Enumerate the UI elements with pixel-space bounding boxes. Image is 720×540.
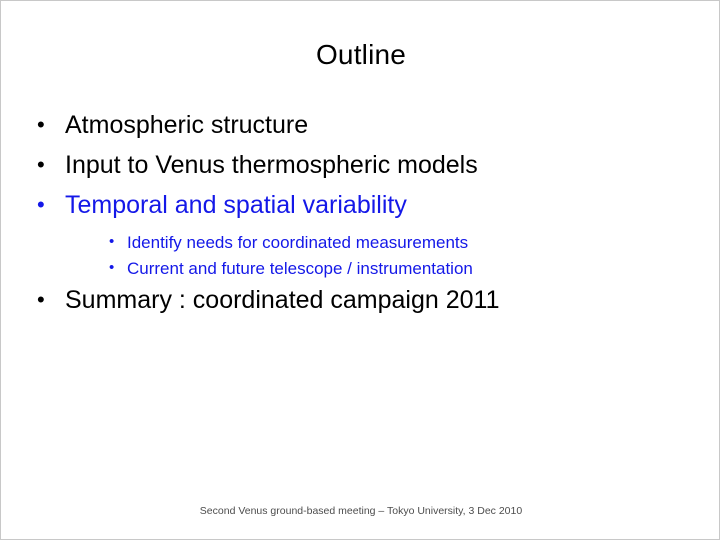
list-item-label: Input to Venus thermospheric models [65, 151, 478, 179]
slide-title: Outline [315, 39, 407, 70]
sub-list-item [109, 259, 697, 279]
sub-list [37, 233, 697, 278]
bullet-point-icon: • [37, 287, 45, 313]
list-item-label: Temporal and spatial variability [65, 191, 407, 219]
list-item [37, 113, 697, 138]
list-item-label: Summary : coordinated campaign 2011 [65, 286, 500, 315]
list-item-highlighted [37, 193, 697, 218]
bullet-point-icon: • [37, 192, 45, 217]
list-item [37, 153, 697, 178]
slide-footer: Second Venus ground-based meeting – Tokyo University, 3 Dec 2010 [199, 505, 523, 517]
list-item-label: Atmospheric structure [65, 111, 309, 139]
bullet-point-icon: • [37, 152, 45, 177]
bullet-point-icon: • [37, 112, 45, 137]
sub-list-item-label: Identify needs for coordinated measurements [127, 233, 469, 252]
list-item [37, 288, 697, 313]
sub-list-item [109, 233, 697, 253]
sub-list-item-label: Current and future telescope / instrumentation [127, 258, 473, 278]
bullet-point-icon: • [109, 233, 115, 250]
bullet-point-icon: • [109, 258, 115, 276]
slide-body [37, 113, 697, 328]
